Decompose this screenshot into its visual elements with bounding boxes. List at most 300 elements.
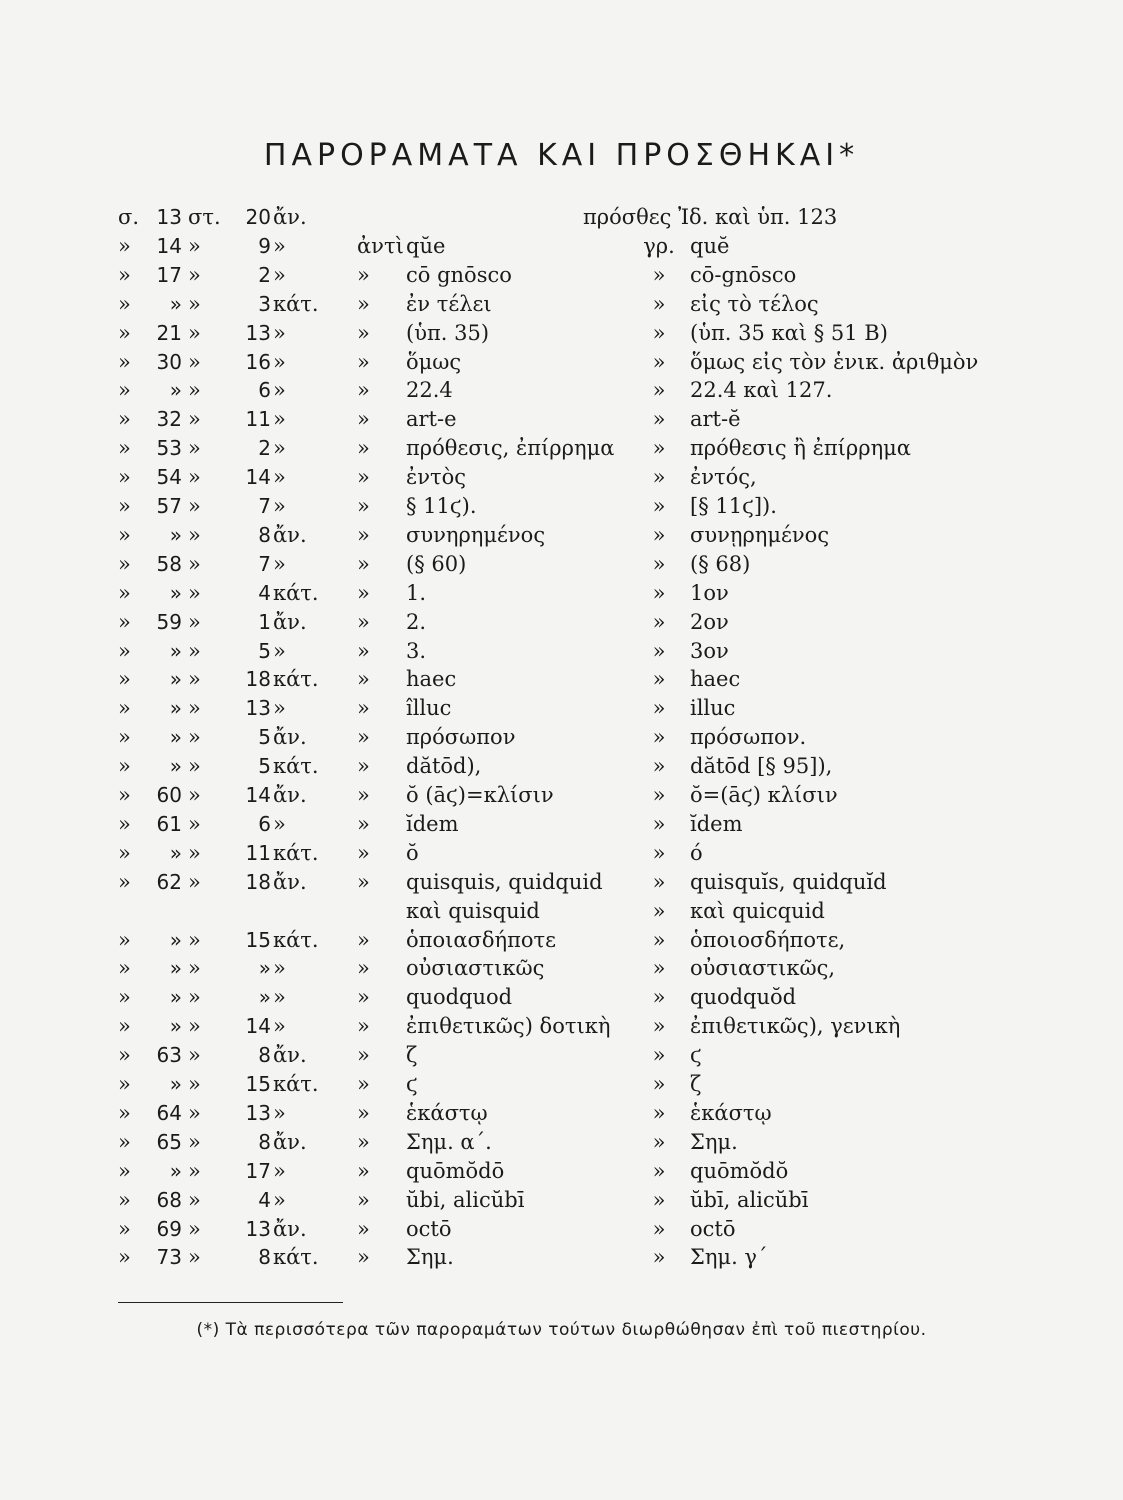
page-marker: » — [118, 1245, 131, 1270]
direction: » — [273, 378, 286, 403]
line-number: 15 — [245, 1072, 271, 1096]
correct-marker: γρ. — [643, 233, 675, 258]
wrong-text: Σημ. α΄. — [406, 1129, 492, 1154]
errata-row — [0, 1215, 1123, 1244]
page-number: 57 — [156, 494, 182, 518]
errata-row — [0, 1041, 1123, 1070]
page-number: 17 — [156, 262, 182, 287]
wrong-text: (ὑπ. 35) — [406, 320, 490, 345]
correct-text: 3ον — [690, 638, 729, 663]
page-number: 14 — [156, 233, 182, 258]
wrong-text: ἑκάστῳ — [406, 1100, 488, 1125]
line-number: 17 — [245, 1158, 271, 1183]
page-marker: » — [118, 262, 131, 287]
correct-text: cō-gnōsco — [690, 262, 797, 287]
instead-marker: » — [357, 1245, 370, 1270]
errata-row — [0, 290, 1123, 319]
correct-text: illuc — [690, 696, 736, 721]
line-marker: » — [188, 956, 201, 981]
line-number: 8 — [258, 522, 271, 547]
page-title: ΠΑΡΟΡΑΜΑΤΑ ΚΑΙ ΠΡΟΣΘΗΚΑΙ* — [263, 138, 860, 173]
direction: ἄν. — [273, 1043, 307, 1068]
wrong-text: dătōd), — [406, 754, 482, 779]
errata-row — [0, 521, 1123, 550]
errata-row — [0, 839, 1123, 868]
direction: ἄν. — [273, 205, 307, 229]
line-marker: » — [188, 1187, 201, 1212]
wrong-text: ϛ — [406, 1072, 418, 1096]
wrong-text: qŭe — [406, 233, 446, 258]
line-marker: » — [188, 638, 201, 663]
errata-row — [0, 810, 1123, 839]
errata-row — [0, 926, 1123, 955]
direction: κάτ. — [273, 754, 319, 779]
wrong-text: ὁποιασδήποτε — [406, 927, 557, 952]
correct-text: ἑκάστῳ — [690, 1100, 772, 1125]
instead-marker: » — [357, 465, 370, 490]
page-number: » — [169, 522, 182, 547]
line-number: 2 — [258, 436, 271, 461]
wrong-text: ζ — [406, 1043, 418, 1068]
line-marker: » — [188, 436, 201, 461]
correct-text: ĭdem — [690, 811, 743, 836]
direction: » — [273, 320, 286, 345]
direction: ἄν. — [273, 1129, 307, 1154]
wrong-text: 22.4 — [406, 378, 453, 403]
page-number: » — [169, 1072, 182, 1096]
line-number: 13 — [245, 1216, 271, 1241]
correct-marker: » — [652, 262, 666, 287]
page-number: 32 — [156, 407, 182, 432]
page-number: 62 — [156, 869, 182, 894]
line-number: 5 — [258, 754, 271, 779]
correct-marker: » — [652, 1187, 666, 1212]
correct-marker: » — [652, 465, 666, 490]
direction: κάτ. — [273, 927, 319, 952]
correct-marker: » — [652, 609, 666, 634]
page-number: 54 — [156, 465, 182, 490]
page-marker: » — [118, 1072, 131, 1096]
correct-marker: » — [652, 1014, 666, 1039]
correct-marker: » — [652, 522, 666, 547]
instead-marker: » — [357, 811, 370, 836]
correct-marker: » — [652, 1043, 666, 1068]
page-marker: » — [118, 494, 131, 518]
correct-marker: » — [652, 1072, 666, 1096]
errata-row — [0, 405, 1123, 434]
correct-marker: » — [652, 320, 666, 345]
instead-marker: » — [357, 522, 370, 547]
line-marker: » — [188, 696, 201, 721]
line-marker: » — [188, 1158, 201, 1183]
instead-marker: » — [357, 609, 370, 634]
line-marker: » — [188, 1216, 201, 1241]
correct-text: ὅμως εἰς τὸν ἑνικ. ἀριθμὸν — [690, 349, 979, 374]
wrong-text: (§ 60) — [406, 551, 467, 576]
correct-marker: » — [652, 291, 666, 316]
instead-marker: » — [357, 1072, 370, 1096]
direction: » — [273, 956, 286, 981]
page-marker: » — [118, 956, 131, 981]
direction: ἄν. — [273, 869, 307, 894]
line-marker: » — [188, 754, 201, 779]
line-number: 2 — [258, 262, 271, 287]
line-marker: στ. — [188, 205, 221, 229]
line-number: 6 — [258, 811, 271, 836]
line-marker: » — [188, 580, 201, 605]
wrong-text: cō gnōsco — [406, 262, 512, 287]
errata-row — [0, 637, 1123, 666]
line-number: 5 — [258, 725, 271, 750]
line-marker: » — [188, 349, 201, 374]
direction: » — [273, 407, 286, 432]
line-number: 4 — [258, 580, 271, 605]
page-marker: » — [118, 811, 131, 836]
direction: κάτ. — [273, 291, 319, 316]
errata-row — [0, 492, 1123, 521]
line-marker: » — [188, 1014, 201, 1039]
line-marker: » — [188, 465, 201, 490]
errata-row — [0, 1070, 1123, 1099]
wrong-text: îlluc — [406, 696, 452, 721]
page-marker: » — [118, 840, 131, 865]
page-marker: » — [118, 927, 131, 952]
line-marker: » — [188, 609, 201, 634]
correct-text: οὐσιαστικῶς, — [690, 956, 836, 981]
line-marker: » — [188, 725, 201, 750]
correct-text: ŭbī, alicŭbī — [690, 1187, 809, 1212]
line-marker: » — [188, 522, 201, 547]
direction: ἄν. — [273, 783, 307, 807]
instead-marker: » — [357, 407, 370, 432]
page-marker: » — [118, 609, 131, 634]
correct-text: quĕ — [690, 233, 730, 258]
wrong-text: ὅμως — [406, 349, 462, 374]
direction: ἄν. — [273, 1216, 307, 1241]
page-marker: » — [118, 667, 131, 692]
line-number: » — [258, 985, 271, 1010]
page-number: » — [169, 1014, 182, 1039]
wrong-text: 3. — [406, 638, 427, 663]
instead-marker: » — [357, 956, 370, 981]
correct-text: 22.4 καὶ 127. — [690, 378, 833, 403]
line-number: » — [258, 956, 271, 981]
page-number: 58 — [156, 551, 182, 576]
page-marker: » — [118, 754, 131, 779]
correct-marker: » — [652, 667, 666, 692]
wrong-text: § 11ϛ). — [406, 494, 477, 518]
direction: κάτ. — [273, 840, 319, 865]
errata-row — [0, 665, 1123, 694]
errata-row — [0, 348, 1123, 377]
page-number: 13 — [156, 205, 182, 229]
direction: » — [273, 985, 286, 1010]
correct-marker: » — [652, 985, 666, 1010]
correct-marker: » — [652, 494, 666, 518]
direction: » — [273, 349, 286, 374]
correct-text: ἐντός, — [690, 465, 757, 490]
line-number: 11 — [245, 840, 271, 865]
errata-row — [0, 954, 1123, 983]
errata-row — [0, 868, 1123, 897]
correct-marker: » — [652, 638, 666, 663]
errata-row — [0, 1128, 1123, 1157]
correct-text: octō — [690, 1216, 736, 1241]
wrong-text: haec — [406, 667, 457, 692]
page-number: 59 — [156, 609, 182, 634]
correct-marker: » — [652, 725, 666, 750]
correct-text: πρόσθες Ἰδ. καὶ ὑπ. 123 — [583, 205, 838, 229]
line-number: 18 — [245, 869, 271, 894]
line-number: 14 — [245, 465, 271, 490]
line-marker: » — [188, 783, 201, 807]
direction: ἄν. — [273, 609, 307, 634]
direction: » — [273, 1014, 286, 1039]
instead-marker: » — [357, 1187, 370, 1212]
errata-row — [0, 579, 1123, 608]
instead-marker: » — [357, 725, 370, 750]
wrong-text: 1. — [406, 580, 427, 605]
correct-text: πρόσωπον. — [690, 725, 807, 750]
errata-row — [0, 694, 1123, 723]
correct-marker: » — [652, 956, 666, 981]
line-marker: » — [188, 1043, 201, 1068]
line-marker: » — [188, 551, 201, 576]
wrong-text: quodquod — [406, 985, 513, 1010]
correct-text: Σημ. — [690, 1129, 738, 1154]
direction: κάτ. — [273, 1245, 319, 1270]
correct-marker: » — [652, 869, 666, 894]
direction: » — [273, 1187, 286, 1212]
errata-row — [0, 1157, 1123, 1186]
line-marker: » — [188, 233, 201, 258]
instead-marker: » — [357, 349, 370, 374]
correct-marker: » — [652, 1129, 666, 1154]
instead-marker: » — [357, 754, 370, 779]
correct-text: quodquŏd — [690, 985, 797, 1010]
page-number: » — [169, 1158, 182, 1183]
line-number: 8 — [258, 1043, 271, 1068]
line-marker: » — [188, 1100, 201, 1125]
correct-text: συνῃρημένος — [690, 522, 830, 547]
line-marker: » — [188, 262, 201, 287]
errata-row — [0, 1186, 1123, 1215]
errata-row — [0, 261, 1123, 290]
wrong-text: ἐπιθετικῶς) δοτικὴ — [406, 1014, 611, 1039]
line-number: 5 — [258, 638, 271, 663]
wrong-text: octō — [406, 1216, 452, 1241]
errata-row — [0, 983, 1123, 1012]
instead-marker: » — [357, 494, 370, 518]
page-marker: » — [118, 378, 131, 403]
line-number: 14 — [245, 1014, 271, 1039]
direction: » — [273, 1100, 286, 1125]
correct-text: haec — [690, 667, 741, 692]
page-number: 63 — [156, 1043, 182, 1068]
correct-marker: » — [652, 1158, 666, 1183]
line-number: 7 — [258, 551, 271, 576]
page-number: 60 — [156, 783, 182, 807]
wrong-text: ἐν τέλει — [406, 291, 492, 316]
page-marker: » — [118, 522, 131, 547]
correct-marker: » — [652, 407, 666, 432]
line-number: 9 — [258, 233, 271, 258]
line-number: 3 — [258, 291, 271, 316]
correct-text: 1ον — [690, 580, 729, 605]
line-number: 8 — [258, 1245, 271, 1270]
page-number: » — [169, 667, 182, 692]
page-number: » — [169, 956, 182, 981]
wrong-text: πρόθεσις, ἐπίρρημα — [406, 436, 615, 461]
page-number: » — [169, 378, 182, 403]
instead-marker: » — [357, 262, 370, 287]
wrong-text: 2. — [406, 609, 427, 634]
errata-row — [0, 781, 1123, 810]
correct-text: ζ — [690, 1072, 702, 1096]
line-marker: » — [188, 927, 201, 952]
instead-marker: » — [357, 320, 370, 345]
instead-marker: » — [357, 1216, 370, 1241]
instead-marker: » — [357, 436, 370, 461]
wrong-text: ĭdem — [406, 811, 459, 836]
wrong-text: art-e — [406, 407, 457, 432]
direction: » — [273, 696, 286, 721]
page-marker: » — [118, 291, 131, 316]
page-number: » — [169, 580, 182, 605]
line-number: 13 — [245, 320, 271, 345]
correct-text: quōmŏdŏ — [690, 1158, 789, 1183]
wrong-text: καὶ quisquid — [406, 898, 540, 923]
page-number: » — [169, 696, 182, 721]
errata-row — [0, 463, 1123, 492]
correct-marker: » — [652, 754, 666, 779]
page-marker: » — [118, 783, 131, 807]
line-marker: » — [188, 1129, 201, 1154]
page-marker: » — [118, 1129, 131, 1154]
line-marker: » — [188, 811, 201, 836]
correct-text: ἐπιθετικῶς), γενικὴ — [690, 1014, 901, 1039]
page-marker: » — [118, 869, 131, 894]
correct-text: ó — [690, 840, 703, 865]
page-marker: » — [118, 1158, 131, 1183]
page-number: » — [169, 638, 182, 663]
errata-row — [0, 376, 1123, 405]
page-marker: » — [118, 233, 131, 258]
correct-marker: » — [652, 927, 666, 952]
page-marker: » — [118, 580, 131, 605]
wrong-text: ἐντὸς — [406, 465, 467, 490]
line-marker: » — [188, 407, 201, 432]
errata-row — [0, 1012, 1123, 1041]
page-number: 64 — [156, 1100, 182, 1125]
correct-marker: » — [652, 783, 666, 807]
errata-row — [0, 232, 1123, 261]
direction: » — [273, 1158, 286, 1183]
wrong-text: ŏ — [406, 840, 419, 865]
correct-marker: » — [652, 696, 666, 721]
errata-row — [0, 1243, 1123, 1272]
page-number: 53 — [156, 436, 182, 461]
page-marker: » — [118, 1043, 131, 1068]
wrong-text: Σημ. — [406, 1245, 454, 1270]
wrong-text: ŭbi, alicŭbī — [406, 1187, 525, 1212]
correct-text: ϛ — [690, 1043, 702, 1068]
correct-text: quisquĭs, quidquĭd — [690, 869, 887, 894]
page-number: 69 — [156, 1216, 182, 1241]
direction: » — [273, 811, 286, 836]
page-marker: » — [118, 465, 131, 490]
instead-marker: » — [357, 378, 370, 403]
instead-marker: » — [357, 927, 370, 952]
correct-text: ὁποιοσδήποτε, — [690, 927, 846, 952]
line-marker: » — [188, 494, 201, 518]
page-marker: » — [118, 1216, 131, 1241]
direction: » — [273, 494, 286, 518]
correct-marker: » — [652, 811, 666, 836]
line-marker: » — [188, 1072, 201, 1096]
correct-text: εἰς τὸ τέλος — [690, 291, 819, 316]
correct-text: Σημ. γ΄ — [690, 1245, 768, 1270]
instead-marker: » — [357, 1129, 370, 1154]
line-number: 15 — [245, 927, 271, 952]
line-number: 11 — [245, 407, 271, 432]
instead-marker: » — [357, 696, 370, 721]
wrong-text: ŏ (āϛ)=κλίσιν — [406, 783, 554, 807]
direction: κάτ. — [273, 580, 319, 605]
direction: κάτ. — [273, 1072, 319, 1096]
page-number: » — [169, 927, 182, 952]
page-marker: σ. — [118, 205, 140, 229]
line-number: 7 — [258, 494, 271, 518]
correct-text: art-ĕ — [690, 407, 741, 432]
errata-row — [0, 434, 1123, 463]
correct-text: καὶ quicquid — [690, 898, 825, 923]
errata-row — [0, 203, 1123, 232]
correct-marker: » — [652, 349, 666, 374]
line-number: 1 — [258, 609, 271, 634]
page-marker: » — [118, 436, 131, 461]
line-marker: » — [188, 378, 201, 403]
line-number: 14 — [245, 783, 271, 807]
errata-row — [0, 752, 1123, 781]
instead-marker: » — [357, 869, 370, 894]
page-number: 61 — [156, 811, 182, 836]
correct-text: (§ 68) — [690, 551, 751, 576]
page-marker: » — [118, 1100, 131, 1125]
errata-row — [0, 897, 1123, 926]
direction: » — [273, 638, 286, 663]
correct-text: 2ον — [690, 609, 729, 634]
line-number: 4 — [258, 1187, 271, 1212]
line-marker: » — [188, 840, 201, 865]
line-number: 18 — [245, 667, 271, 692]
line-number: 6 — [258, 378, 271, 403]
correct-marker: » — [652, 1100, 666, 1125]
instead-marker: » — [357, 1014, 370, 1039]
instead-marker: » — [357, 638, 370, 663]
correct-text: πρόθεσις ἢ ἐπίρρημα — [690, 436, 911, 461]
footnote-divider — [118, 1302, 343, 1303]
correct-marker: » — [652, 1216, 666, 1241]
line-marker: » — [188, 869, 201, 894]
page-number: 65 — [156, 1129, 182, 1154]
correct-marker: » — [652, 840, 666, 865]
correct-marker: » — [652, 898, 666, 923]
page-marker: » — [118, 638, 131, 663]
line-number: 13 — [245, 1100, 271, 1125]
correct-marker: » — [652, 1245, 666, 1270]
page-number: 21 — [156, 320, 182, 345]
